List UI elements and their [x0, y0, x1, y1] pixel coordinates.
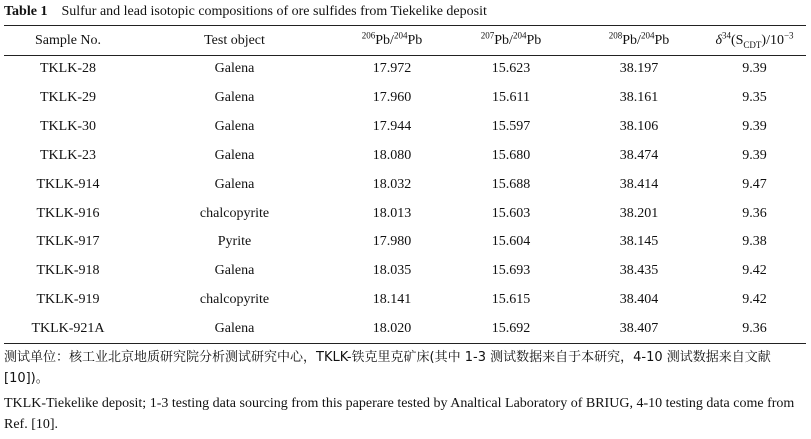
cell-object: Galena — [214, 176, 255, 192]
cell-pb208: 38.435 — [619, 263, 659, 279]
cell-sample: TKLK-917 — [36, 234, 100, 250]
cell-pb208: 38.201 — [619, 205, 659, 221]
table-row — [4, 113, 806, 142]
table-row — [4, 84, 806, 113]
cell-pb207: 15.603 — [491, 205, 531, 221]
cell-sample: TKLK-919 — [36, 292, 100, 308]
cell-object: Galena — [214, 321, 255, 337]
header-pb206: $^{206}$Pb/$^{204}$Pb — [361, 30, 423, 48]
cell-sample: TKLK-914 — [36, 176, 100, 192]
cell-pb207: 15.611 — [492, 89, 530, 105]
cell-pb208: 38.414 — [619, 176, 659, 192]
table-notes — [4, 347, 808, 435]
cell-object: Galena — [214, 147, 255, 163]
table-caption — [4, 2, 487, 22]
header-delta34s: $\delta^{34}(S_{CDT})/10^{-3}$ — [715, 30, 794, 50]
cell-pb208: 38.106 — [619, 118, 659, 134]
cell-pb208: 38.407 — [619, 321, 659, 337]
cell-delta: 9.38 — [742, 234, 767, 250]
cell-pb207: 15.604 — [491, 234, 531, 250]
cell-delta: 9.42 — [742, 263, 767, 279]
cell-delta: 9.39 — [742, 147, 767, 163]
table-row — [4, 200, 806, 229]
cell-pb206: 18.141 — [372, 292, 412, 308]
cell-delta: 9.39 — [742, 118, 767, 134]
cell-pb207: 15.693 — [491, 263, 531, 279]
cell-sample: TKLK-921A — [31, 321, 105, 337]
cell-delta: 9.35 — [742, 89, 767, 105]
cell-pb207: 15.688 — [491, 176, 531, 192]
cell-pb207: 15.680 — [491, 147, 531, 163]
cell-pb206: 17.972 — [372, 61, 412, 76]
cell-sample: TKLK-23 — [40, 147, 96, 163]
cell-sample: TKLK-28 — [40, 61, 96, 76]
cell-pb208: 38.161 — [619, 89, 659, 105]
cell-pb206: 17.980 — [372, 234, 412, 250]
cell-pb206: 18.032 — [372, 176, 412, 192]
cell-delta: 9.36 — [742, 321, 767, 337]
cell-pb206: 18.020 — [372, 321, 412, 337]
cell-object: Galena — [214, 118, 255, 134]
cell-pb206: 17.960 — [372, 89, 412, 105]
cell-pb207: 15.597 — [491, 118, 531, 134]
cell-sample: TKLK-29 — [40, 89, 96, 105]
cell-pb206: 17.944 — [372, 118, 412, 134]
cell-pb208: 38.145 — [619, 234, 659, 250]
cell-object: Galena — [214, 263, 255, 279]
cell-pb206: 18.013 — [372, 205, 412, 221]
cell-pb206: 18.035 — [372, 263, 412, 279]
header-row — [4, 26, 806, 55]
table-title: Sulfur and lead isotopic compositions of ore sulfides from Tiekelike deposit — [61, 4, 487, 19]
table-row — [4, 55, 806, 84]
table-row — [4, 142, 806, 171]
table-row — [4, 257, 806, 286]
cell-delta: 9.36 — [742, 205, 767, 221]
cell-sample: TKLK-30 — [40, 118, 96, 134]
table-row — [4, 286, 806, 315]
cell-pb208: 38.474 — [619, 147, 659, 163]
header-object: Test object — [204, 33, 265, 48]
note-chinese: 测试单位：核工业北京地质研究院分析测试研究中心，TKLK-铁克里克矿床(其中 1-3 测试数据来自于本研究，4-10 测试数据来自文献[10])。 — [4, 350, 771, 386]
cell-sample: TKLK-916 — [36, 205, 100, 221]
header-pb208: $^{208}$Pb/$^{204}$Pb — [608, 30, 670, 48]
header-sample: Sample No. — [34, 33, 102, 48]
isotope-table — [4, 26, 806, 344]
cell-pb207: 15.615 — [491, 292, 531, 308]
cell-pb208: 38.404 — [619, 292, 659, 308]
cell-delta: 9.47 — [742, 176, 767, 192]
cell-object: chalcopyrite — [199, 292, 270, 308]
table-label: Table 1 — [4, 4, 48, 19]
header-pb207: $^{207}$Pb/$^{204}$Pb — [480, 30, 542, 48]
cell-object: Pyrite — [217, 234, 252, 250]
cell-object: Galena — [214, 89, 255, 105]
cell-pb208: 38.197 — [619, 61, 659, 76]
cell-object: chalcopyrite — [199, 205, 270, 221]
cell-delta: 9.39 — [742, 61, 767, 76]
table-row — [4, 171, 806, 200]
cell-pb206: 18.080 — [372, 147, 412, 163]
cell-pb207: 15.623 — [491, 61, 531, 76]
table-row — [4, 228, 806, 257]
note-english: TKLK-Tiekelike deposit; 1-3 testing data sourcing from this paperare tested by Analtical Laboratory of BRIUG, 4-10 testing data come from Ref. [10]. — [4, 396, 795, 432]
cell-pb207: 15.692 — [491, 321, 531, 337]
cell-object: Galena — [214, 61, 255, 76]
cell-sample: TKLK-918 — [36, 263, 100, 279]
cell-delta: 9.42 — [742, 292, 767, 308]
table-row — [4, 315, 806, 344]
